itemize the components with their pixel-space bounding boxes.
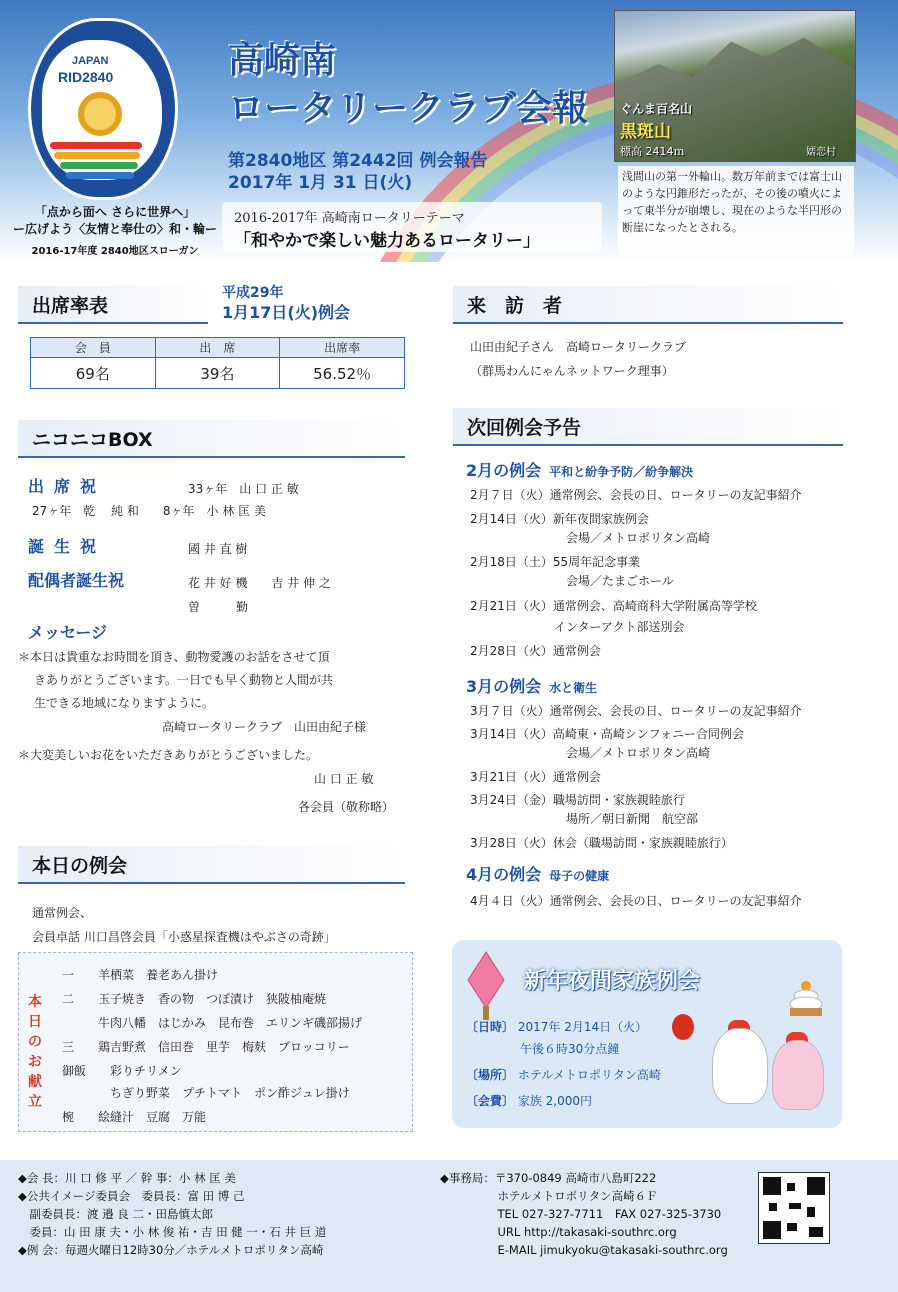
message1-signature: 高崎ロータリークラブ 山田由紀子様: [162, 720, 367, 734]
niconico-heading: ニコニコBOX: [32, 429, 153, 451]
today-line1: 通常例会、: [32, 906, 93, 920]
message-label: メッセージ: [28, 623, 108, 642]
attend-row1: 33ヶ年 山 口 正 敏: [188, 482, 299, 496]
footer-left-line: 副委員長：渡 邉 良 二・田島慎太郎: [18, 1207, 213, 1221]
schedule-item: 場所／朝日新聞 航空部: [470, 812, 699, 826]
logo-stripe-orange: [54, 152, 140, 159]
slogan-caption: 2016-17年度 2840地区スローガン: [31, 246, 199, 257]
apr-theme: 母子の健康: [549, 869, 610, 883]
event-place-value: ホテルメトロポリタン高崎: [517, 1068, 661, 1082]
visitor-line1: 山田由紀子さん 高崎ロータリークラブ: [470, 340, 687, 354]
title-club-name: ロータリークラブ会報: [228, 88, 589, 129]
schedule-item: 3月21日（火）通常例会: [470, 770, 601, 784]
kagami-mochi-icon: [784, 980, 828, 1016]
photo-mountain-name: 黒斑山: [620, 122, 671, 142]
schedule-item: 3月24日（金）職場訪問・家族親睦旅行: [470, 793, 685, 807]
schedule-item: 3月14日（火）高崎東・高崎シンフォニー合同例会: [470, 727, 745, 741]
theme-text: 「和やかで楽しい魅力あるロータリー」: [234, 231, 540, 251]
schedule-item: 4月４日（火）通常例会、会長の日、ロータリーの友記事紹介: [470, 894, 802, 908]
title-club-area: 高崎南: [228, 40, 337, 81]
footer-right-line: ◆事務局：〒370-0849 高崎市八島町222: [440, 1171, 657, 1185]
message1-line1: ＊本日は貴重なお時間を頂き、動物愛護のお話をさせて頂: [18, 650, 330, 664]
message1-line3: 生できる地域になりますように。: [34, 696, 215, 710]
event-date-value: 2017年 2月14日（火）: [517, 1020, 648, 1034]
apr-title-text: 4月の例会: [466, 865, 542, 884]
meeting-number: 第2840地区 第2442回 例会報告: [228, 151, 488, 171]
birthday-value: 國 井 直 樹: [188, 542, 248, 556]
schedule-item: 2月18日（土）55周年記念事業: [470, 555, 641, 569]
event-place: [466, 1066, 661, 1083]
attendance-date-era: 平成29年: [222, 285, 284, 301]
logo-stripe-red: [50, 142, 142, 149]
attendance-heading: 出席率表: [32, 295, 109, 317]
photo-caption: 浅間山の第一外輪山。数万年前までは富士山のような円錐形だったが、その後の噴火によって東半分が崩壊し、現在のような半円形の断崖になったとされる。: [618, 166, 854, 256]
attendance-section-header: [18, 286, 208, 324]
schedule-item: 2月28日（火）通常例会: [470, 644, 601, 658]
hagoita-icon: [466, 950, 506, 1020]
visitors-section-header: [453, 286, 843, 324]
att-members-value: 69名: [31, 358, 156, 389]
logo-stripe-green: [60, 162, 138, 169]
schedule-item: 会場／メトロポリタン高崎: [470, 746, 711, 760]
mar-theme: 水と衛生: [549, 681, 598, 695]
hen-kimono-icon: [772, 1040, 824, 1110]
footer-right-line: ホテルメトロポリタン高崎６Ｆ: [440, 1189, 658, 1203]
schedule-item: 3月28日（火）休会（職場訪問・家族親睦旅行）: [470, 836, 733, 850]
menu-item: 椀 絵縫汁 豆腐 万能: [62, 1110, 207, 1124]
footer-left-line: ◆会 長：川 口 修 平 ／ 幹 事：小 林 匡 美: [18, 1171, 236, 1185]
message2-line1: ＊大変美しいお花をいただきありがとうございました。: [18, 748, 319, 762]
attend-celebration-label: 出席祝: [28, 477, 107, 496]
att-header-rate: 出席率: [280, 338, 405, 358]
spouse-row1: 花 井 好 機 吉 井 伸 之: [188, 576, 331, 590]
attendance-date: 1月17日(火)例会: [222, 303, 351, 322]
visitor-line2: （群馬わんにゃんネットワーク理事）: [470, 364, 674, 378]
menu-item: 牛肉八幡 はじかみ 昆布巻 エリンギ磯部揚げ: [62, 1016, 363, 1030]
logo-stripe-blue: [66, 172, 134, 179]
schedule-heading: 次回例会予告: [467, 417, 582, 439]
meeting-date: 2017年 1月 31 日(火): [228, 173, 413, 193]
schedule-item: 2月21日（火）通常例会、高崎商科大学附属高等学校: [470, 599, 757, 613]
menu-item: 御飯 彩りチリメン: [62, 1064, 182, 1078]
menu-side-label: 本日のお献立: [28, 994, 42, 1110]
att-attended-value: 39名: [155, 358, 280, 389]
photo-credit: 嬬恋村: [806, 147, 836, 158]
slogan-line1: 「点から面へ さらに世界へ」: [34, 205, 196, 219]
att-header-attended: 出 席: [155, 338, 280, 358]
event-fee: [466, 1092, 592, 1109]
footer-right-line: TEL 027-327-7711 FAX 027-325-3730: [440, 1207, 722, 1221]
logo-rid-text: RID2840: [58, 69, 114, 85]
today-heading: 本日の例会: [32, 855, 128, 877]
menu-item: ちぎり野菜 プチトマト ポン酢ジュレ掛け: [62, 1086, 350, 1100]
mar-title: [466, 674, 597, 697]
attendance-table: [30, 337, 405, 389]
menu-item: 二 玉子焼き 香の物 つぼ漬け 狭陂柚庵焼: [62, 992, 327, 1006]
att-rate-value: 56.52％: [280, 358, 405, 389]
theme-label: 2016-2017年 高崎南ロータリーテーマ: [234, 211, 465, 226]
spouse-row2: 曽 勤: [188, 600, 249, 614]
event-date: [466, 1018, 647, 1035]
event-place-label: 〔場所〕: [466, 1068, 515, 1082]
attend-row2: 27ヶ年 乾 純 和 8ヶ年 小 林 匡 美: [32, 504, 266, 518]
birthday-label: 誕生祝: [28, 537, 107, 556]
niconico-section-header: [18, 420, 405, 458]
event-time: 午後６時30分点鐘: [520, 1042, 620, 1056]
schedule-item: インターアクト部送別会: [470, 620, 685, 634]
schedule-item: 2月７日（火）通常例会、会長の日、ロータリーの友記事紹介: [470, 488, 802, 502]
visitors-heading: 来 訪 者: [467, 295, 563, 317]
event-fee-label: 〔会費〕: [466, 1094, 515, 1108]
feb-title-text: 2月の例会: [466, 461, 542, 480]
schedule-item: 会場／メトロポリタン高崎: [470, 531, 711, 545]
feb-title: [466, 458, 693, 481]
message2-signature1: 山 口 正 敏: [314, 772, 374, 786]
menu-item: 三 鶏吉野煮 信田巻 里芋 梅麸 ブロッコリー: [62, 1040, 350, 1054]
footer-left-line: ◆例 会：毎週火曜日12時30分／ホテルメトロポリタン高崎: [18, 1243, 324, 1257]
menu-item: 一 羊栖菜 養老あん掛け: [62, 968, 219, 982]
footer-left-line: ◆公共イメージ委員会 委員長：富 田 博 己: [18, 1189, 245, 1203]
event-fee-value: 家族 2,000円: [517, 1094, 593, 1108]
footer-left-line: 委員：山 田 康 夫・小 林 俊 祐・吉 田 健 一・石 井 巨 道: [18, 1225, 327, 1239]
schedule-item: 3月７日（火）通常例会、会長の日、ロータリーの友記事紹介: [470, 704, 802, 718]
today-section-header: [18, 846, 405, 884]
event-title: 新年夜間家族例会: [524, 969, 701, 994]
rotary-wheel-icon: [78, 92, 122, 136]
footer-right-line: E-MAIL jimukyoku@takasaki-southrc.org: [440, 1243, 728, 1257]
apr-title: [466, 862, 609, 885]
spouse-birthday-label: 配偶者誕生祝: [28, 571, 125, 590]
qr-code[interactable]: [758, 1172, 830, 1244]
footer-right-line: URL http://takasaki-southrc.org: [440, 1225, 677, 1239]
slogan-line2: ー広げよう〈友情と奉仕の〉和・輪ー: [12, 222, 217, 236]
message2-signature2: 各会員（敬称略）: [298, 800, 395, 814]
event-date-label: 〔日時〕: [466, 1020, 515, 1034]
schedule-section-header: [453, 408, 843, 446]
schedule-item: 会場／たまごホール: [470, 574, 674, 588]
schedule-item: 2月14日（火）新年夜間家族例会: [470, 512, 649, 526]
feb-theme: 平和と紛争予防／紛争解決: [549, 465, 694, 479]
logo-japan-text: JAPAN: [72, 55, 109, 67]
message1-line2: きありがとうございます。一日でも早く動物と人間が共: [34, 673, 334, 687]
daruma-icon: [672, 1014, 694, 1040]
att-header-members: 会 員: [31, 338, 156, 358]
mar-title-text: 3月の例会: [466, 677, 542, 696]
today-line2: 会員卓話 川口昌啓会員「小惑星探査機はやぶさの奇跡」: [32, 930, 336, 944]
rooster-icon: [712, 1028, 768, 1104]
photo-elevation: 標高 2414ｍ: [620, 145, 685, 158]
photo-series-label: ぐんま百名山: [620, 102, 693, 116]
